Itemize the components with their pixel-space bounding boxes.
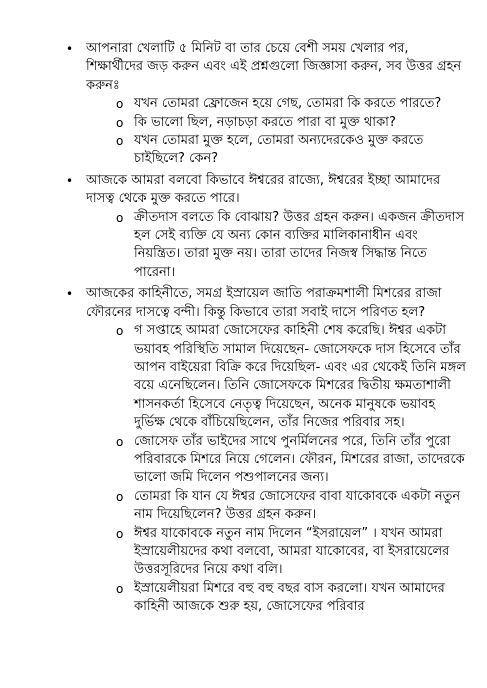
- bullet-marker: •: [66, 287, 74, 302]
- sub-list-item-text: ঈশ্বর যাকোবকে নতুন নাম দিলেন “ইসরায়েল” । যখন আমরা ইস্রায়েলীয়দের কথা বলবো, আমরা যাকোবের, বা ইসরায়েলের উত্তরসূরিদের নিয়ে কথা বলি।: [134, 525, 450, 578]
- sub-bullet-marker: o: [116, 434, 124, 449]
- sub-list-item: [86, 95, 466, 113]
- sub-bullet-list: [86, 322, 466, 617]
- sub-bullet-marker: o: [116, 581, 124, 596]
- sub-list-item-text: গ সপ্তাহে আমরা জোসেফের কাহিনী শেষ করেছি। ঈশ্বর একটা ভয়াবহ পরিস্থিতি সামাল দিয়েছেন- জোসেফকে দাস হিসেবে তাঁর আপন বাইয়েরা বিক্রি করে দিয়েছিল- এবং এর থেকেই তিনি মঙ্গল বয়ে এনেছিলেন। তিনি জোসেফকে মিশরের দ্বিতীয় ক্ষমতাশালী শাসনকর্তা হিসেবে নেতৃত্ব দিয়েছেন, অনেক মানুষকে ভয়াবহ দুর্ভিক্ষ থেকে বাঁচিয়েছিলেন, তাঁর নিজের পরিবার সহ।: [134, 323, 466, 431]
- sub-list-item-text: কি ভালো ছিল, নড়াচড়া করতে পারা বা মুক্ত থাকা?: [134, 114, 396, 130]
- sub-list-item: [86, 488, 466, 525]
- sub-bullet-marker: o: [116, 97, 124, 112]
- sub-list-item-text: ক্রীতদাস বলতে কি বোঝায়? উত্তর গ্রহন করুন। একজন ক্রীতদাস হল সেই ব্যক্তি যে অন্য কোন ব্যক্তির মালিকানাধীন এবং নিয়ন্ত্রিত। তারা মুক্ত নয়। তারা তাদের নিজস্ব সিদ্ধান্ত নিতে পারেনা।: [134, 209, 465, 280]
- sub-list-item-text: ইস্রায়েলীয়রা মিশরে বহু বহু বছর বাস করলো। যখন আমাদের কাহিনী আজকে শুরু হয়, জোসেফের পরিবার: [134, 580, 445, 615]
- sub-list-item: [86, 433, 466, 488]
- sub-list-item-text: যখন তোমরা মুক্ত হলে, তোমরা অন্যদেরকেও মুক্ত করতে চাইছিলে? কেন?: [134, 133, 424, 167]
- sub-list-item: [86, 322, 466, 432]
- bullet-marker: •: [66, 42, 74, 56]
- sub-list-item-text: জোসেফ তাঁর ভাইদের সাথে পুনর্মিলনের পরে, তিনি তাঁর পুরো পরিবারকে মিশরে নিয়ে গেলেন। ফৌরন, মিশরের রাজা, তাদেরকে ভালো জমি দিলেন পশুপালনের জন্য।: [134, 433, 465, 486]
- sub-bullet-marker: o: [116, 324, 124, 339]
- sub-bullet-marker: o: [116, 115, 124, 130]
- sub-list-item: [86, 132, 466, 169]
- sub-bullet-marker: o: [116, 210, 124, 225]
- sub-list-item: [86, 580, 466, 617]
- sub-list-item: [86, 209, 466, 283]
- list-item-kingdom-of-god: [66, 172, 466, 282]
- list-item-israel-slavery: [66, 285, 466, 616]
- sub-bullet-marker: o: [116, 526, 124, 541]
- list-item-gather-students: [66, 40, 466, 169]
- list-item-text: আজকের কাহিনীতে, সমগ্র ইস্রায়েল জাতি পরাক্রমশালী মিশরের রাজা ফৌরনের দাসত্বে বন্দী। কিন্তু কিভাবে তারা সবাই দাসে পরিণত হল?: [86, 286, 442, 320]
- sub-bullet-marker: o: [116, 134, 124, 149]
- sub-list-item: [86, 114, 466, 132]
- sub-bullet-list: [86, 95, 466, 169]
- bullet-marker: •: [66, 173, 74, 188]
- sub-list-item-text: যখন তোমরা ফ্রোজেন হয়ে গেছ, তোমরা কি করতে পারতে?: [134, 96, 442, 112]
- list-item-text: আপনারা খেলাটি ৫ মিনিট বা তার চেয়ে বেশী সময় খেলার পর, শিক্ষার্থীদের জড় করুন এবং এই প্রশ্নগুলো জিজ্ঞাসা করুন, সব উত্তর গ্রহন করুনঃ: [86, 41, 462, 93]
- sub-bullet-marker: o: [116, 489, 124, 504]
- main-bullet-list: [66, 40, 466, 620]
- list-item-text: আজকে আমরা বলবো কিভাবে ঈশ্বরের রাজ্যে, ঈশ্বরের ইচ্ছা আমাদের দাসত্ব থেকে মুক্ত করতে পারে।: [86, 172, 441, 207]
- sub-list-item: [86, 525, 466, 580]
- sub-list-item-text: তোমরা কি যান যে ঈশ্বর জোসেফের বাবা যাকোবকে একটা নতুন নাম দিয়েছিলেন? উত্তর গ্রহন করুন।: [134, 488, 461, 523]
- sub-bullet-list: [86, 209, 466, 283]
